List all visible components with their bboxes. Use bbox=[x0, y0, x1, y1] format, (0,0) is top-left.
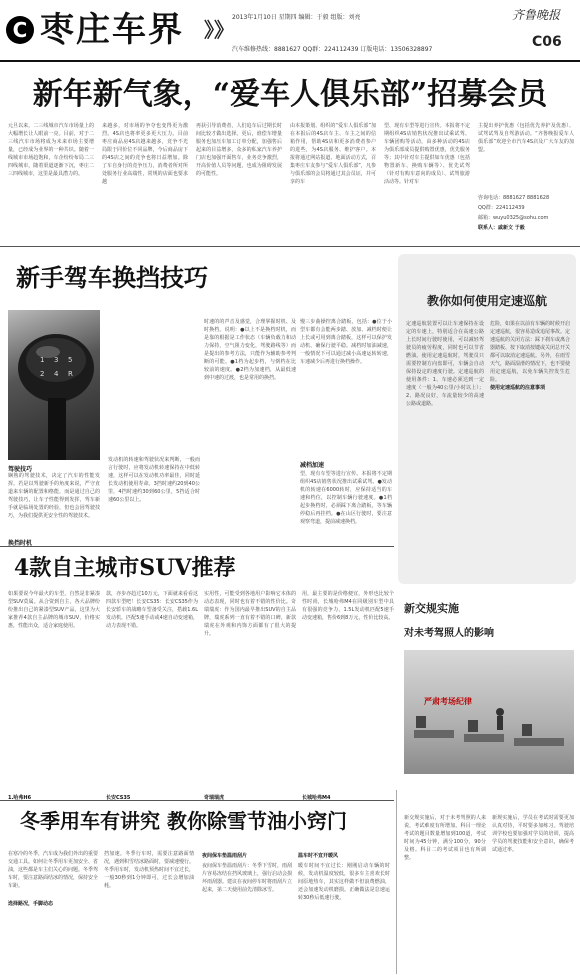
lead-contact-people: 联系人：戚新文 于毅 bbox=[478, 225, 525, 231]
svg-text:R: R bbox=[68, 370, 73, 378]
cruise-col-1: 定速巡航装置可以让车速保持在设定的车速上，特别适合在高速公路上长时间行驶时使用，可以减轻驾驶员的疲劳程度，同时也可以节省燃油。使用定速巡航时，驾驶员只需要控制方向盘即可，车辆会自动保持设定的速度行驶。定速巡航的使用条件：1、车速必须达到一定速度（一般为40公里/小时以上）；2、路况良好，车流量较少的高速公路或道路。 bbox=[406, 321, 484, 407]
gear-knob-icon bbox=[8, 310, 100, 460]
column-rule bbox=[396, 790, 397, 974]
exam-heading: 新交规实施 bbox=[404, 602, 459, 615]
suv-col-1: 如果要说今年最火的车型，自然是非紧凑型SUV莫属。从合资到自主，各大品牌纷纷推出自己的紧凑型SUV产品，这里为大家推荐4款自主品牌的城市SUV，价格实惠，性能出众，适合家庭使用。 bbox=[8, 591, 100, 629]
gear-caption-text: 娴熟的驾驶技术，决定了汽车的性能发挥。若是以驾驶新手的角度来说，严守直道来车辆的配置和格能，而是通过自己的驾驶技巧，让车子性能得到发挥，驾车新手就是临场处置的经验，但也会因驾驶技巧，为我们提供更安全性的驾驶技术。 bbox=[8, 473, 100, 519]
winter-sub-4: 温车时不宜开暖风 bbox=[298, 853, 339, 859]
gear-caption-title: 驾驶技巧 bbox=[8, 466, 33, 473]
gear-sub-downshift: 减档加速 bbox=[300, 462, 325, 469]
suv-headline: 4款自主城市SUV推荐 bbox=[14, 555, 236, 581]
gear-col-4: 慢三步曲操控离合踏板，包括：●位于小型车都有会能两步踏、放加、减档时便让上长或可用到离合踏板，这样可以保护发动机、确保行驶平稳。减档时加油减速，一般情况下可以通过减小高速运转转速，车速减少后再进行换档操作。 bbox=[300, 319, 392, 365]
suv-sub-1: 1.哈弗H6 bbox=[8, 795, 32, 801]
svg-text:4: 4 bbox=[54, 370, 59, 378]
svg-text:3: 3 bbox=[54, 356, 59, 364]
exam-subheading: 对未考驾照人的影响 bbox=[404, 628, 494, 639]
gear-col-5: 型，现有车型等进行宣传。本报将不定期组织4S店销售状况推出试乘试驾。●发动机的转速在6000转时，应保持适当的车速和档位，以控制车辆行驶速度。●1档起步换档时，必须踩下离合踏板，等车辆停稳后再挂档。●在山区行驶时，要注意观察弯道，提前减速换档。 bbox=[300, 471, 392, 525]
masthead bbox=[0, 0, 580, 60]
cruise-sub: 使用定速巡航的注意事项 bbox=[490, 385, 546, 391]
winter-col-1: 在寒冷的冬季，汽车成为我们外出的重要交通工具。如何让冬季用车更加安全、省油，这些都是车主们关心的问题。冬季驾车时，要注意路面结冰的情况，保持安全车距。 bbox=[8, 851, 98, 889]
lead-contact-email: 邮箱：wuyu0325@sohu.com bbox=[478, 215, 549, 221]
lead-col-6: 主提出养护优惠（包括优先养护及优惠）、试驾试驾及自驾游活动。“齐鲁晚报爱车人俱乐部”欢迎全市汽车4S店及广大车友的加盟。 bbox=[478, 123, 574, 153]
lead-col-1: 元旦以来，二三线城市汽车市场量上的大幅增长让人眼前一亮。目前，对于二三线汽车市场将成为未来市场主要增量，已经成为业界的一种共识。随着一线城市市场趋饱和，车企纷纷布局二三四线城市，随着渠道逐渐下沉，枣庄二三四线城市，这里是最具潜力的。 bbox=[8, 123, 94, 177]
suv-col-2: 款，亦步亦趋过10万元，下面就来看看这四款车型吧！长安CS35：长安CS35作为长安轿车的战略车型备受关注，搭载1.6L发动机，匹配5速手动或4速自动变速箱，动力表现不错。 bbox=[106, 591, 198, 629]
section-rule-3 bbox=[0, 800, 394, 801]
exam-col-1: 新交规实施后，对于未考驾照的人来说，考试难度有所增加。科目一理论考试的题目数量增加到100道，考试时间为45分钟，满分100分，90分及格。科目二的考试项目也有所调整。 bbox=[404, 815, 486, 861]
paper-name: 齐鲁晚报 bbox=[512, 8, 561, 22]
svg-text:1: 1 bbox=[40, 356, 45, 364]
exam-col-2: 新规实施后，学员在考试时需要更加认真对待，平时要多加练习。驾驶培训学校也要加强对学员的培训，提高学员的驾驶技能和安全意识，确保考试通过率。 bbox=[492, 815, 574, 853]
gear-headline: 新手驾车换挡技巧 bbox=[16, 263, 208, 292]
hotline-meta: 汽车维修热线：8881627 QQ群：224112439 订版电话：13506328897 bbox=[232, 46, 433, 53]
exam-room-photo bbox=[404, 650, 574, 774]
issue-meta: 2013年1月10日 星期四 编辑：于毅 组版：刘亮 bbox=[232, 14, 361, 21]
classroom-desks-icon bbox=[404, 650, 574, 774]
suv-col-3: 实用性，可能受到各地用户影响它本体的动态表现，同时也有着不错的性价比。奇瑞瑞虎：作为国内最早推出SUV的自主品牌，瑞虎系列一直有着不错的口碑，新款瑞虎在外观和内饰方面都有了很大的提升。 bbox=[204, 591, 296, 637]
chevron-icon: 》》 bbox=[204, 18, 234, 42]
lead-contact-qq: QQ群：224112439 bbox=[478, 205, 525, 211]
suv-sub-3: 奇瑞瑞虎 bbox=[204, 795, 225, 801]
cruise-sidebar bbox=[398, 254, 576, 584]
suv-sub-2: 长安CS35 bbox=[106, 795, 131, 801]
gear-sub-timing: 换挡时机 bbox=[8, 540, 33, 547]
lead-col-5: 型、现有车型等进行宣传。本报将不定期组织4S店销售状况推出试乘试驾、车辆团购等活动，由多种活动的4S店为俱乐部成员提供购置优惠，优先服务等；其中针对车主提供如车优惠（包括物置新车、换购车辆等）、优先试驾（针对有购车意向的成员）、试驾旅游活动等。针对车 bbox=[384, 123, 470, 185]
cruise-heading: 教你如何使用定速巡航 bbox=[426, 294, 547, 308]
winter-col-3: 夜间保车垫温雨刮片：冬季下雪时，雨刮片容易冻结在挡风玻璃上，强行启动会损坏雨刮器。建议在夜间停车时将雨刮片立起来，第二天使用前先清除冰雪。 bbox=[202, 863, 292, 893]
winter-col-4: 暖车时间不宜过长：刚刚启动车辆的时候，发动机温度较低，很多车主喜欢长时间原地热车，其实这样做不但浪费燃油，还会加速发动机磨损。正确做法是怠速运转30秒后低速行驶。 bbox=[298, 863, 390, 901]
winter-headline: 冬季用车有讲究 教你除雪节油小窍门 bbox=[20, 809, 347, 833]
exam-sign: 严肃考场纪律 bbox=[424, 697, 472, 706]
suv-sub-4: 长城哈弗M4 bbox=[302, 795, 331, 801]
lead-headline: 新年新气象，“爱车人俱乐部”招募会员 bbox=[32, 77, 548, 112]
gear-col-3: 时速的的声音及感觉，合理掌握时机、及时换档。说明：●以上不是换档时机，而是靠的根据是工作状态（车辆负载力和动力保持，空气阻力变化，驾驶路线等）而是提出的参考方法，只能作为辅助参考判断的可能。●1档为起步档，与倒档在比较前的速度。●2档为加速档，从最低速到中速的过渡，也是常用的换挡。 bbox=[204, 319, 296, 381]
gear-col-2: 发动机的转速和驾驶状况来判断，一般而言行驶时，应将发动机转速保持在中低转速，这样可以在发动机功率最佳，同时延长发动机使用寿命。3挡时速约20到40公里，4挡时速约30到60公里，5挡适合时速60公里以上。 bbox=[108, 457, 200, 503]
winter-col-2: 挡加速。冬季行车时，需要注意路面情况，遇到积雪结冰路面时，要减速慢行。冬季用车时，发动机预热时间不宜过长，一般30秒到1分钟即可，过长会增加油耗。 bbox=[104, 851, 194, 889]
section-title: 枣庄车界 bbox=[40, 10, 184, 50]
lead-col-2: 来越多，对市场的争夺也变得更为激烈。4S店也将率更多更大压力。目前枣庄商品房4S店越来越多，竞争不光局限于同价位不同品牌，今后商品房下的4S店之间的竞争也将日益增加。除了车自身行的竞争压力，消费者所对所处服务行业高端性，常规的店面也要求越 bbox=[102, 123, 188, 185]
svg-text:2: 2 bbox=[40, 370, 45, 378]
page-code: C06 bbox=[532, 34, 562, 50]
svg-text:5: 5 bbox=[68, 356, 73, 364]
masthead-rule bbox=[0, 60, 580, 62]
section-rule bbox=[0, 246, 580, 247]
suv-col-4: 用，最主要的是价格便宜，外形也比较个性时尚，长城哈弗M4在同级别车型中具有很强的竞争力，1.5L发动机匹配5速手动变速箱，售价6到8万元，性价比较高。 bbox=[302, 591, 394, 621]
cruise-col-2: 危险，如果在以前有车辆的时候开启定速巡航，很容易造成追尾事故。定速巡航的关闭方法：踩下刹车或离合器踏板、按下取消按键或关闭总开关都可以取消定速巡航。另外，在雨雪天气，路面湿滑的情况下，也不要使用定速巡航，以免车辆失控发生危险。 bbox=[490, 321, 570, 383]
section-rule-2 bbox=[0, 546, 394, 547]
lead-contact-tel: 咨询电话：8881627 8881628 bbox=[478, 195, 550, 201]
lead-col-4: 由本报策划、组织的“爱车人俱乐部”加在本报后的4S店车主、车主之间的信箱作用，帮助4S店和更多消费者参户的进些，为4S店服务、维护客户。本报将通过网站报道、地面活动方式，召集枣庄车友参与“爱车人俱乐部”，凡参与俱乐部的会员将通过其会员证，并可享的车 bbox=[290, 123, 376, 185]
section-letter-badge: C bbox=[6, 16, 34, 44]
winter-sub-1: 选择路况，手脚动态 bbox=[8, 901, 54, 907]
gear-shift-photo bbox=[8, 310, 100, 460]
lead-col-3: 再获引导消费者，人们追车后过期长时间比较才做出选择。更后，谁偿车增量服务也加压车加工订单分配，加强售后起来的目益增多，众多的私家汽车养护门店也加强开面售车，业务竞争激烈，开高价值人员等问题，也成为阻碍发展的可能性。 bbox=[196, 123, 282, 177]
winter-sub-3: 夜间保车垫温雨刮片 bbox=[202, 853, 248, 859]
